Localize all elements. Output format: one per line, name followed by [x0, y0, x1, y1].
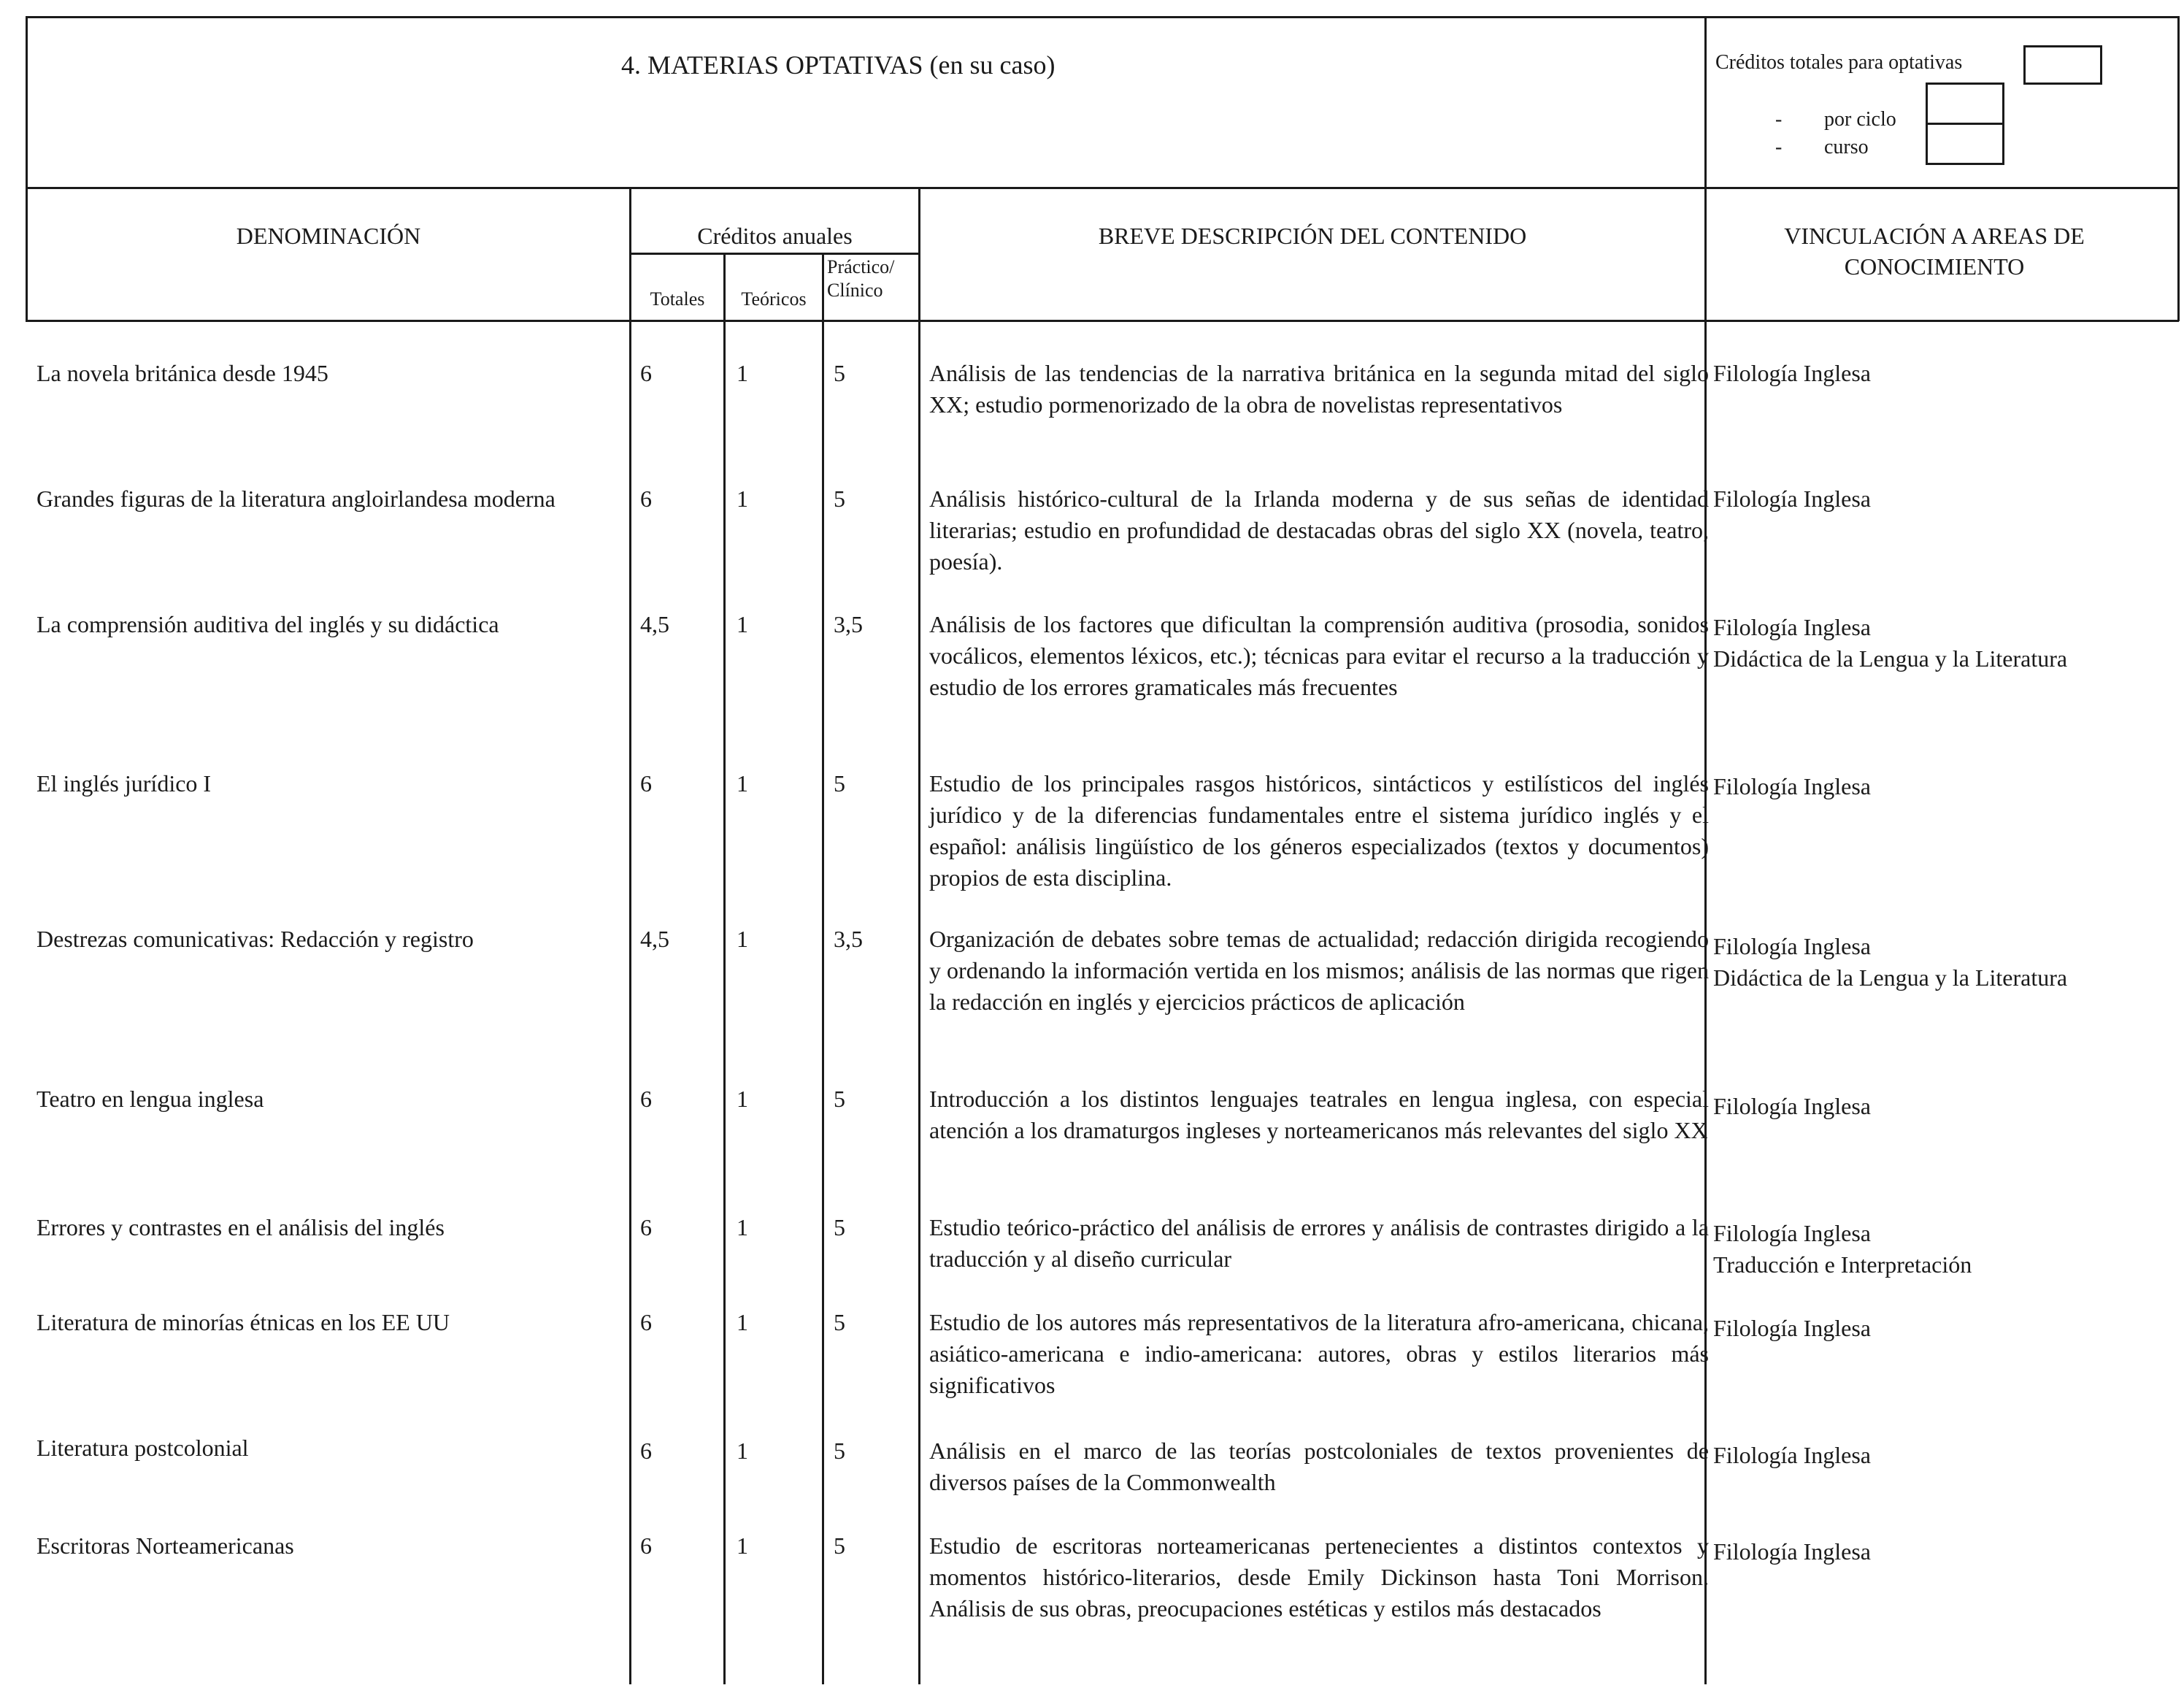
row-8-areas	[1713, 1313, 1871, 1344]
row-7-denominacion: Errores y contrastes en el análisis del inglés	[36, 1214, 445, 1240]
section-header-divider	[26, 187, 2179, 189]
row-8-descripcion: Estudio de los autores más representativos de la literatura afro-americana, chicana, asiático-americana e indio-americana: autores, obras y estilos literarios más significativos	[929, 1309, 1709, 1398]
row-4-area-1: Filología Inglesa	[1713, 773, 1871, 799]
curso-dash: -	[1775, 136, 1783, 158]
vinculacion-header: VINCULACIÓN A AREAS DE CONOCIMIENTO	[1784, 223, 2085, 280]
row-9-totales: 6	[640, 1438, 652, 1464]
row-4-descripcion: Estudio de los principales rasgos históricos, sintácticos y estilísticos del inglés jurídico y de la diferencias fundamentales entre el sistema jurídico inglés y el español: análisis lingüístico de los géneros especializados (textos y documentos) propios de esta disciplina.	[929, 770, 1709, 891]
row-7-practico: 5	[834, 1214, 845, 1240]
row-5-area-2: Didáctica de la Lengua y la Literatura	[1713, 964, 2068, 991]
row-1-teoricos: 1	[737, 360, 748, 386]
row-7-areas	[1713, 1218, 1972, 1281]
curso-input[interactable]	[1926, 123, 2004, 165]
row-6-practico: 5	[834, 1086, 845, 1112]
row-2-denominacion: Grandes figuras de la literatura angloirlandesa moderna	[36, 486, 555, 512]
curso-label: curso	[1824, 136, 1869, 158]
row-8-practico: 5	[834, 1309, 845, 1335]
row-10-denominacion: Escritoras Norteamericanas	[36, 1532, 294, 1559]
row-10-totales: 6	[640, 1532, 652, 1559]
row-3-areas	[1713, 612, 2067, 675]
row-10-area-1: Filología Inglesa	[1713, 1538, 1871, 1565]
row-5-practico: 3,5	[834, 926, 863, 952]
row-8-denominacion: Literatura de minorías étnicas en los EE UU	[36, 1309, 450, 1335]
row-2-areas	[1713, 483, 1871, 515]
row-3-descripcion: Análisis de los factores que dificultan la comprensión auditiva (prosodia, sonidos vocálicos, elementos léxicos, etc.); técnicas para evitar el recurso a la traducción y estudio de los errores gramaticales más frecuentes	[929, 611, 1709, 700]
row-7-totales: 6	[640, 1214, 652, 1240]
por-ciclo-input[interactable]	[1926, 83, 2004, 125]
row-10-practico: 5	[834, 1532, 845, 1559]
creditos-anuales-header: Créditos anuales	[697, 223, 853, 249]
row-4-teoricos: 1	[737, 770, 748, 797]
row-9-practico: 5	[834, 1438, 845, 1464]
row-2-practico: 5	[834, 486, 845, 512]
row-6-teoricos: 1	[737, 1086, 748, 1112]
row-8-area-1: Filología Inglesa	[1713, 1315, 1871, 1341]
row-3-practico: 3,5	[834, 611, 863, 637]
row-6-area-1: Filología Inglesa	[1713, 1093, 1871, 1119]
row-2-descripcion: Análisis histórico-cultural de la Irlanda moderna y de sus señas de identidad literarias; estudio en profundidad de destacadas obras del siglo XX (novela, teatro, poesía).	[929, 486, 1709, 575]
row-2-teoricos: 1	[737, 486, 748, 512]
row-4-totales: 6	[640, 770, 652, 797]
row-10-descripcion: Estudio de escritoras norteamericanas pertenecientes a distintos contextos y momentos histórico-literarios, desde Emily Dickinson hasta Toni Morrison. Análisis de sus obras, preocupaciones estéticas y estilos más destacados	[929, 1532, 1709, 1622]
row-6-denominacion: Teatro en lengua inglesa	[36, 1086, 264, 1112]
row-5-teoricos: 1	[737, 926, 748, 952]
row-10-areas	[1713, 1536, 1871, 1568]
row-8-teoricos: 1	[737, 1309, 748, 1335]
por-ciclo-label: por ciclo	[1824, 108, 1896, 131]
row-1-areas	[1713, 358, 1871, 389]
creditos-totales-label: Créditos totales para optativas	[1715, 51, 1963, 74]
row-1-totales: 6	[640, 360, 652, 386]
table-left-border	[26, 16, 28, 321]
denominacion-column-divider	[629, 187, 631, 1684]
row-3-teoricos: 1	[737, 611, 748, 637]
table-right-border	[2177, 16, 2180, 321]
row-6-totales: 6	[640, 1086, 652, 1112]
table-top-border	[26, 16, 2179, 18]
teoricos-column-divider	[723, 253, 726, 1684]
row-9-teoricos: 1	[737, 1438, 748, 1464]
row-9-descripcion: Análisis en el marco de las teorías postcoloniales de textos provenientes de diversos países de la Commonwealth	[929, 1438, 1709, 1495]
row-9-denominacion: Literatura postcolonial	[36, 1435, 249, 1461]
row-10-teoricos: 1	[737, 1532, 748, 1559]
denominacion-header: DENOMINACIÓN	[236, 223, 421, 249]
por-ciclo-dash: -	[1775, 108, 1783, 131]
creditos-subheader-divider	[629, 253, 918, 255]
practico-header: Práctico/ Clínico	[827, 256, 895, 301]
row-3-area-2: Didáctica de la Lengua y la Literatura	[1713, 645, 2068, 672]
row-3-area-1: Filología Inglesa	[1713, 614, 1871, 640]
row-4-practico: 5	[834, 770, 845, 797]
row-7-area-2: Traducción e Interpretación	[1713, 1251, 1972, 1278]
row-5-descripcion: Organización de debates sobre temas de actualidad; redacción dirigida recogiendo y ordenando la información vertida en los mismos; análisis de las normas que rigen la redacción en inglés y ejercicios prácticos de aplicación	[929, 926, 1709, 1015]
row-4-denominacion: El inglés jurídico I	[36, 770, 212, 797]
row-4-areas	[1713, 771, 1871, 802]
descripcion-header: BREVE DESCRIPCIÓN DEL CONTENIDO	[1098, 223, 1527, 249]
row-9-area-1: Filología Inglesa	[1713, 1442, 1871, 1468]
row-6-areas	[1713, 1091, 1871, 1122]
row-1-descripcion: Análisis de las tendencias de la narrativa británica en la segunda mitad del siglo XX; estudio pormenorizado de la obra de novelistas representativos	[929, 360, 1709, 418]
totales-header: Totales	[650, 288, 705, 310]
row-7-descripcion: Estudio teórico-práctico del análisis de errores y análisis de contrastes dirigido a la traducción y al diseño curricular	[929, 1214, 1709, 1272]
row-7-area-1: Filología Inglesa	[1713, 1220, 1871, 1246]
teoricos-header: Teóricos	[741, 288, 807, 310]
row-5-area-1: Filología Inglesa	[1713, 933, 1871, 959]
row-1-practico: 5	[834, 360, 845, 386]
row-1-area-1: Filología Inglesa	[1713, 360, 1871, 386]
descripcion-column-divider	[918, 187, 920, 1684]
row-3-totales: 4,5	[640, 611, 669, 637]
row-1-denominacion: La novela británica desde 1945	[36, 360, 328, 386]
row-6-descripcion: Introducción a los distintos lenguajes teatrales en lengua inglesa, con especial atención a los dramaturgos ingleses y norteamericanos más relevantes del siglo XX	[929, 1086, 1709, 1143]
row-5-denominacion: Destrezas comunicativas: Redacción y registro	[36, 926, 474, 952]
row-8-totales: 6	[640, 1309, 652, 1335]
section-title: 4. MATERIAS OPTATIVAS (en su caso)	[621, 50, 1056, 80]
practico-column-divider	[822, 253, 824, 1684]
row-5-totales: 4,5	[640, 926, 669, 952]
row-2-area-1: Filología Inglesa	[1713, 486, 1871, 512]
row-5-areas	[1713, 931, 2067, 994]
column-header-divider	[26, 320, 2179, 322]
row-9-areas	[1713, 1440, 1871, 1471]
row-7-teoricos: 1	[737, 1214, 748, 1240]
row-2-totales: 6	[640, 486, 652, 512]
row-3-denominacion: La comprensión auditiva del inglés y su didáctica	[36, 611, 499, 637]
creditos-totales-input[interactable]	[2023, 45, 2102, 85]
